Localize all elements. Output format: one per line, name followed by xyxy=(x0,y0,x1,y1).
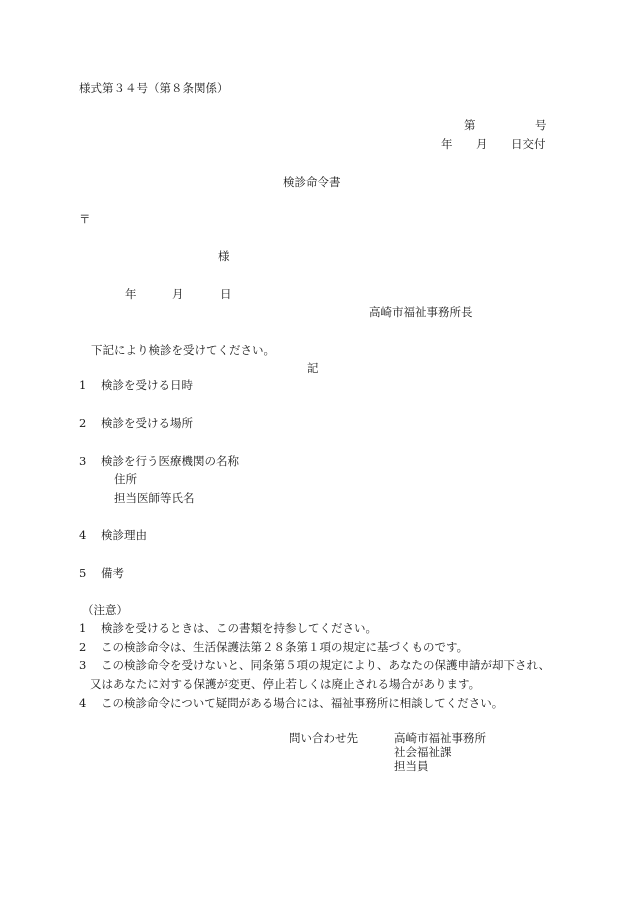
ki-mark: 記 xyxy=(307,361,319,375)
contact-section: 社会福祉課 xyxy=(394,745,452,759)
note-text-continued: 又はあなたに対する保護が変更、停止若しくは廃止される場合があります。 xyxy=(90,677,481,691)
item-label: 検診を受ける日時 xyxy=(101,378,193,392)
postal-mark: 〒 xyxy=(79,212,91,226)
note-text: 検診を受けるときは、この書類を持参してください。 xyxy=(101,621,377,635)
date-day: 日 xyxy=(220,287,232,301)
issue-month: 月 xyxy=(476,137,488,151)
document-title: 検診命令書 xyxy=(283,175,341,189)
contact-label: 問い合わせ先 xyxy=(289,731,358,745)
addressee-honorific: 様 xyxy=(218,249,230,263)
date-year: 年 xyxy=(125,287,137,301)
item-number: 5 xyxy=(79,566,87,580)
doctor-name-label: 担当医師等氏名 xyxy=(114,491,195,505)
note-text: この検診命令について疑問がある場合には、福祉事務所に相談してください。 xyxy=(101,696,504,710)
issue-day: 日交付 xyxy=(511,137,546,151)
date-month: 月 xyxy=(172,287,184,301)
note-number: 1 xyxy=(79,621,87,635)
note-text: この検診命令を受けないと、同条第５項の規定により、あなたの保護申請が却下され、 xyxy=(101,658,551,672)
contact-office: 高崎市福祉事務所 xyxy=(394,731,486,745)
item-number: 2 xyxy=(79,416,87,430)
item-label: 備考 xyxy=(101,566,124,580)
item-label: 検診理由 xyxy=(101,528,147,542)
notes-heading: （注意） xyxy=(82,603,128,617)
issuer-name: 高崎市福祉事務所長 xyxy=(369,305,473,319)
item-label: 検診を受ける場所 xyxy=(101,416,193,430)
issue-year: 年 xyxy=(441,137,453,151)
item-number: 1 xyxy=(79,378,87,392)
note-number: 2 xyxy=(79,640,87,654)
document-number-suffix: 号 xyxy=(535,118,547,132)
form-number: 様式第３４号（第８条関係） xyxy=(79,81,229,95)
document-number-prefix: 第 xyxy=(464,118,476,132)
note-number: 3 xyxy=(79,658,87,672)
item-number: 3 xyxy=(79,454,87,468)
intro-text: 下記により検診を受けてください。 xyxy=(91,343,275,357)
item-label: 検診を行う医療機関の名称 xyxy=(101,454,239,468)
contact-person: 担当員 xyxy=(394,759,429,773)
item-number: 4 xyxy=(79,528,87,542)
medical-institution-address-label: 住所 xyxy=(114,472,137,486)
note-text: この検診命令は、生活保護法第２８条第１項の規定に基づくものです。 xyxy=(101,640,469,654)
note-number: 4 xyxy=(79,696,87,710)
